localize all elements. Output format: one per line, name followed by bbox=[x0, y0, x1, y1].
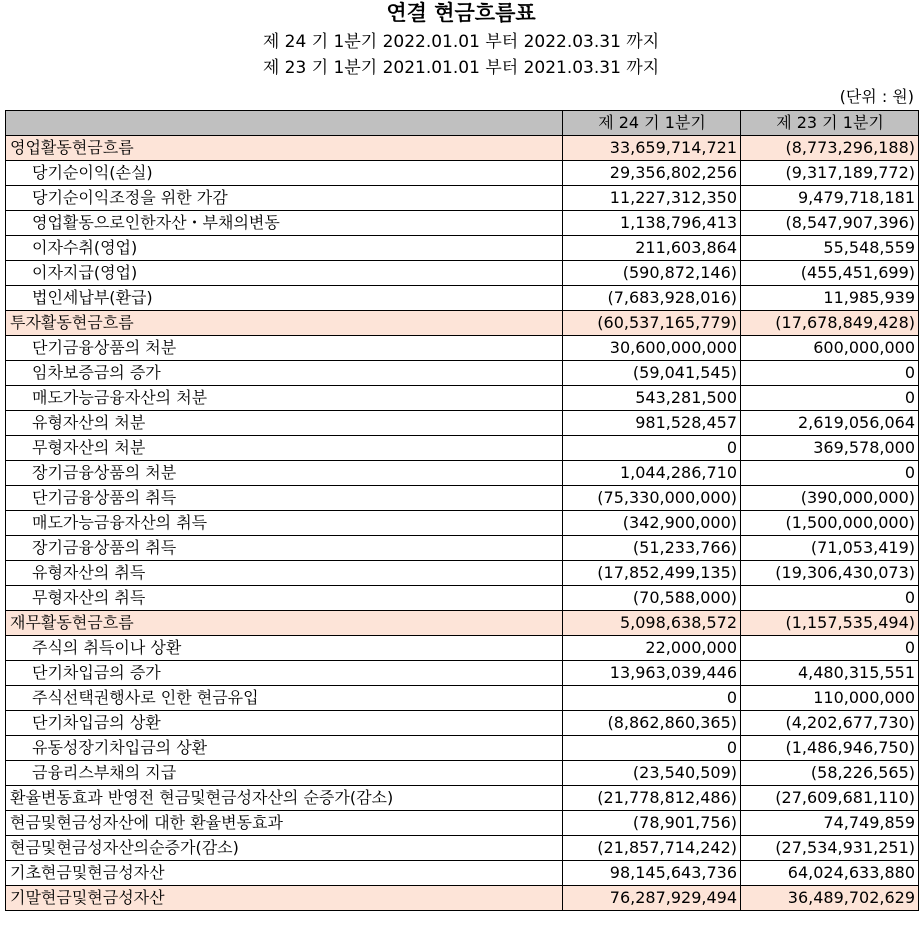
row-label: 단기차입금의 증가 bbox=[6, 661, 563, 686]
row-prior-value: (71,053,419) bbox=[741, 536, 919, 561]
row-label: 법인세납부(환급) bbox=[6, 286, 563, 311]
row-current-value: (23,540,509) bbox=[563, 761, 741, 786]
row-current-value: (17,852,499,135) bbox=[563, 561, 741, 586]
table-row bbox=[6, 811, 919, 836]
row-current-value: 22,000,000 bbox=[563, 636, 741, 661]
row-current-value: 11,227,312,350 bbox=[563, 186, 741, 211]
table-row bbox=[6, 236, 919, 261]
row-prior-value: 64,024,633,880 bbox=[741, 861, 919, 886]
table-row bbox=[6, 536, 919, 561]
row-current-value: 0 bbox=[563, 686, 741, 711]
table-row bbox=[6, 161, 919, 186]
row-current-value: 211,603,864 bbox=[563, 236, 741, 261]
row-current-value: 30,600,000,000 bbox=[563, 336, 741, 361]
row-current-value: (51,233,766) bbox=[563, 536, 741, 561]
row-label: 단기금융상품의 처분 bbox=[6, 336, 563, 361]
row-label: 이자수취(영업) bbox=[6, 236, 563, 261]
row-prior-value: (390,000,000) bbox=[741, 486, 919, 511]
table-row bbox=[6, 186, 919, 211]
row-current-value: (60,537,165,779) bbox=[563, 311, 741, 336]
row-label: 당기순이익조정을 위한 가감 bbox=[6, 186, 563, 211]
header-prior: 제 23 기 1분기 bbox=[741, 111, 919, 136]
table-row bbox=[6, 786, 919, 811]
row-prior-value: (1,500,000,000) bbox=[741, 511, 919, 536]
row-label: 재무활동현금흐름 bbox=[6, 611, 563, 636]
row-prior-value: (8,773,296,188) bbox=[741, 136, 919, 161]
row-prior-value: 11,985,939 bbox=[741, 286, 919, 311]
row-label: 현금및현금성자산에 대한 환율변동효과 bbox=[6, 811, 563, 836]
row-label: 장기금융상품의 취득 bbox=[6, 536, 563, 561]
table-row bbox=[6, 561, 919, 586]
row-label: 현금및현금성자산의순증가(감소) bbox=[6, 836, 563, 861]
row-current-value: (21,778,812,486) bbox=[563, 786, 741, 811]
table-row bbox=[6, 286, 919, 311]
row-current-value: (590,872,146) bbox=[563, 261, 741, 286]
table-row bbox=[6, 861, 919, 886]
row-prior-value: (19,306,430,073) bbox=[741, 561, 919, 586]
row-current-value: (75,330,000,000) bbox=[563, 486, 741, 511]
row-current-value: 98,145,643,736 bbox=[563, 861, 741, 886]
table-row bbox=[6, 886, 919, 911]
row-prior-value: 55,548,559 bbox=[741, 236, 919, 261]
row-label: 영업활동현금흐름 bbox=[6, 136, 563, 161]
row-prior-value: 9,479,718,181 bbox=[741, 186, 919, 211]
table-row bbox=[6, 386, 919, 411]
row-label: 금융리스부채의 지급 bbox=[6, 761, 563, 786]
row-current-value: (8,862,860,365) bbox=[563, 711, 741, 736]
row-label: 단기금융상품의 취득 bbox=[6, 486, 563, 511]
table-row bbox=[6, 136, 919, 161]
row-prior-value: (27,534,931,251) bbox=[741, 836, 919, 861]
row-current-value: (21,857,714,242) bbox=[563, 836, 741, 861]
table-row bbox=[6, 711, 919, 736]
row-label: 기말현금및현금성자산 bbox=[6, 886, 563, 911]
row-prior-value: 0 bbox=[741, 636, 919, 661]
row-current-value: 33,659,714,721 bbox=[563, 136, 741, 161]
row-current-value: 76,287,929,494 bbox=[563, 886, 741, 911]
row-label: 당기순이익(손실) bbox=[6, 161, 563, 186]
table-row bbox=[6, 586, 919, 611]
statement-title: 연결 현금흐름표 bbox=[386, 0, 536, 25]
table-row bbox=[6, 836, 919, 861]
row-label: 매도가능금융자산의 취득 bbox=[6, 511, 563, 536]
row-prior-value: 2,619,056,064 bbox=[741, 411, 919, 436]
row-prior-value: (17,678,849,428) bbox=[741, 311, 919, 336]
row-prior-value: 600,000,000 bbox=[741, 336, 919, 361]
row-current-value: 13,963,039,446 bbox=[563, 661, 741, 686]
row-current-value: 5,098,638,572 bbox=[563, 611, 741, 636]
row-current-value: (7,683,928,016) bbox=[563, 286, 741, 311]
period-prior: 제 23 기 1분기 2021.01.01 부터 2021.03.31 까지 bbox=[262, 58, 660, 78]
row-current-value: (70,588,000) bbox=[563, 586, 741, 611]
table-row bbox=[6, 311, 919, 336]
row-prior-value: 0 bbox=[741, 361, 919, 386]
row-label: 임차보증금의 증가 bbox=[6, 361, 563, 386]
row-prior-value: (27,609,681,110) bbox=[741, 786, 919, 811]
row-label: 이자지급(영업) bbox=[6, 261, 563, 286]
table-row bbox=[6, 211, 919, 236]
period-current: 제 24 기 1분기 2022.01.01 부터 2022.03.31 까지 bbox=[262, 32, 660, 52]
row-label: 무형자산의 취득 bbox=[6, 586, 563, 611]
table-row bbox=[6, 361, 919, 386]
row-label: 유형자산의 처분 bbox=[6, 411, 563, 436]
row-prior-value: (1,157,535,494) bbox=[741, 611, 919, 636]
row-prior-value: (9,317,189,772) bbox=[741, 161, 919, 186]
row-prior-value: (58,226,565) bbox=[741, 761, 919, 786]
row-label: 매도가능금융자산의 처분 bbox=[6, 386, 563, 411]
row-current-value: (342,900,000) bbox=[563, 511, 741, 536]
row-current-value: 543,281,500 bbox=[563, 386, 741, 411]
row-prior-value: 74,749,859 bbox=[741, 811, 919, 836]
table-row bbox=[6, 486, 919, 511]
row-current-value: 29,356,802,256 bbox=[563, 161, 741, 186]
table-row bbox=[6, 636, 919, 661]
row-current-value: 1,138,796,413 bbox=[563, 211, 741, 236]
row-label: 기초현금및현금성자산 bbox=[6, 861, 563, 886]
row-current-value: (78,901,756) bbox=[563, 811, 741, 836]
table-row bbox=[6, 436, 919, 461]
row-prior-value: 110,000,000 bbox=[741, 686, 919, 711]
row-prior-value: (4,202,677,730) bbox=[741, 711, 919, 736]
table-header-row bbox=[6, 111, 919, 136]
row-label: 주식선택권행사로 인한 현금유입 bbox=[6, 686, 563, 711]
table-row bbox=[6, 611, 919, 636]
row-label: 장기금융상품의 처분 bbox=[6, 461, 563, 486]
table-row bbox=[6, 411, 919, 436]
row-label: 주식의 취득이나 상환 bbox=[6, 636, 563, 661]
unit-label: (단위 : 원) bbox=[839, 87, 914, 106]
row-current-value: 1,044,286,710 bbox=[563, 461, 741, 486]
row-prior-value: (8,547,907,396) bbox=[741, 211, 919, 236]
table-row bbox=[6, 736, 919, 761]
table-row bbox=[6, 661, 919, 686]
cash-flow-table bbox=[5, 110, 919, 911]
table-row bbox=[6, 336, 919, 361]
row-current-value: (59,041,545) bbox=[563, 361, 741, 386]
row-current-value: 0 bbox=[563, 736, 741, 761]
row-label: 환율변동효과 반영전 현금및현금성자산의 순증가(감소) bbox=[6, 786, 563, 811]
table-row bbox=[6, 761, 919, 786]
table-row bbox=[6, 686, 919, 711]
row-label: 영업활동으로인한자산・부채의변동 bbox=[6, 211, 563, 236]
row-prior-value: 36,489,702,629 bbox=[741, 886, 919, 911]
row-label: 유형자산의 취득 bbox=[6, 561, 563, 586]
row-current-value: 0 bbox=[563, 436, 741, 461]
row-label: 무형자산의 처분 bbox=[6, 436, 563, 461]
row-label: 투자활동현금흐름 bbox=[6, 311, 563, 336]
row-current-value: 981,528,457 bbox=[563, 411, 741, 436]
row-prior-value: 369,578,000 bbox=[741, 436, 919, 461]
row-prior-value: (1,486,946,750) bbox=[741, 736, 919, 761]
row-prior-value: 0 bbox=[741, 461, 919, 486]
header-label bbox=[6, 111, 563, 136]
table-row bbox=[6, 461, 919, 486]
row-label: 유동성장기차입금의 상환 bbox=[6, 736, 563, 761]
header-current: 제 24 기 1분기 bbox=[563, 111, 741, 136]
table-row bbox=[6, 511, 919, 536]
row-prior-value: 4,480,315,551 bbox=[741, 661, 919, 686]
row-prior-value: 0 bbox=[741, 586, 919, 611]
row-prior-value: 0 bbox=[741, 386, 919, 411]
row-label: 단기차입금의 상환 bbox=[6, 711, 563, 736]
row-prior-value: (455,451,699) bbox=[741, 261, 919, 286]
table-row bbox=[6, 261, 919, 286]
